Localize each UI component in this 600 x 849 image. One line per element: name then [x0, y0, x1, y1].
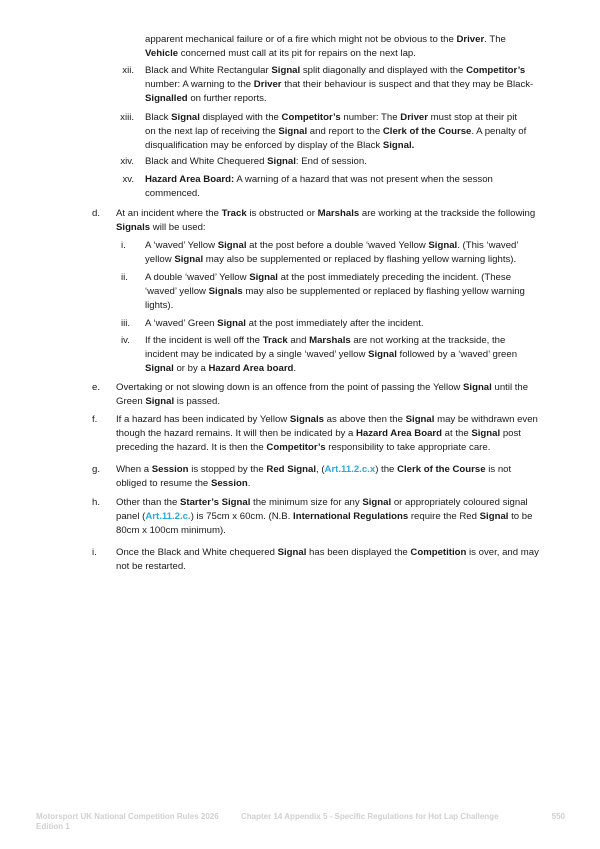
sub-item-iii: A ‘waved’ Green Signal at the post immediately after the incident.	[145, 318, 424, 329]
sub-item-i: A ‘waved’ Yellow Signal at the post before a double ‘waved Yellow Signal. (This ‘waved’ yellow Signal may also be supplemented or replaced by flashing yellow warning lights).	[145, 240, 519, 266]
list-label-xii: xii.	[122, 65, 134, 76]
list-item-xiii: Black Signal displayed with the Competitor’s number: The Driver must stop at their pit on the next lap of receiving the Signal and report to the Clerk of the Course. A penalty of disqualification may be enforced by display of the Black Signal.	[145, 112, 527, 152]
list-label-xiv: xiv.	[120, 156, 134, 167]
continued-paragraph: apparent mechanical failure or of a fire which might not be obvious to the Driver. The Vehicle concerned must call at its pit for repairs on the next lap.	[145, 34, 506, 60]
list-label-d: d.	[92, 208, 101, 219]
list-label-xiii: xiii.	[120, 112, 134, 123]
footer-edition: Edition 1	[36, 822, 70, 831]
footer-left	[36, 812, 236, 832]
list-label-i: i.	[92, 547, 97, 558]
list-item-f: If a hazard has been indicated by Yellow Signals as above then the Signal may be withdrawn even though the hazard remains. It will then be indicated by a Hazard Area Board at the Signal post preceding the hazard. It is then the Competitor’s responsibility to take appropriate care.	[116, 414, 538, 454]
list-label-f: f.	[92, 414, 98, 425]
list-item-i: Once the Black and White chequered Signal has been displayed the Competition is over, and may not be restarted.	[116, 547, 539, 573]
article-link[interactable]: Art.11.2.c.	[145, 511, 191, 523]
list-label-xv: xv.	[122, 174, 134, 185]
list-label-h: h.	[92, 497, 101, 508]
list-item-xv: Hazard Area Board: A warning of a hazard that was not present when the sesson commenced.	[145, 174, 493, 200]
list-item-g: When a Session is stopped by the Red Signal, (Art.11.2.c.x) the Clerk of the Course is not obliged to resume the Session.	[116, 464, 512, 490]
list-item-e: Overtaking or not slowing down is an offence from the point of passing the Yellow Signal until the Green Signal is passed.	[116, 382, 529, 408]
sub-label-iii: iii.	[121, 318, 131, 329]
sub-item-iv: If the incident is well off the Track and Marshals are not working at the trackside, the incident may be indicated by a single ‘waved’ yellow Signal followed by a ‘waved’ green Signal or by a Hazard Area board.	[145, 335, 518, 375]
footer-page-number: 550	[551, 812, 565, 821]
list-label-e: e.	[92, 382, 101, 393]
list-item-xii: Black and White Rectangular Signal split diagonally and displayed with the Competitor’s number: A warning to the Driver that their behaviour is suspect and that they may be Black- Signalled on further reports.	[145, 65, 534, 105]
sub-item-ii: A double ‘waved’ Yellow Signal at the post immediately preceding the incident. (These ‘waved’ yellow Signals may also be supplemented or replaced by flashing yellow warning lights).	[145, 272, 525, 312]
list-item-h: Other than the Starter’s Signal the minimum size for any Signal or appropriately coloured signal panel (Art.11.2.c.) is 75cm x 60cm. (N.B. International Regulations require the Red Signal to be 80cm x 100cm minimum).	[116, 497, 533, 537]
sub-label-i: i.	[121, 240, 126, 251]
article-link[interactable]: Art.11.2.c.x	[324, 464, 376, 475]
list-label-g: g.	[92, 464, 101, 475]
footer-rulebook-title: Motorsport UK National Competition Rules 2026	[36, 812, 219, 821]
sub-label-iv: iv.	[121, 335, 130, 346]
list-item-xiv: Black and White Chequered Signal: End of session.	[145, 156, 367, 167]
footer-chapter-title: Chapter 14 Appendix 5 - Specific Regulations for Hot Lap Challenge	[241, 812, 499, 821]
sub-label-ii: ii.	[121, 272, 128, 283]
list-item-d: At an incident where the Track is obstructed or Marshals are working at the trackside the following Signals will be used:	[116, 208, 536, 234]
